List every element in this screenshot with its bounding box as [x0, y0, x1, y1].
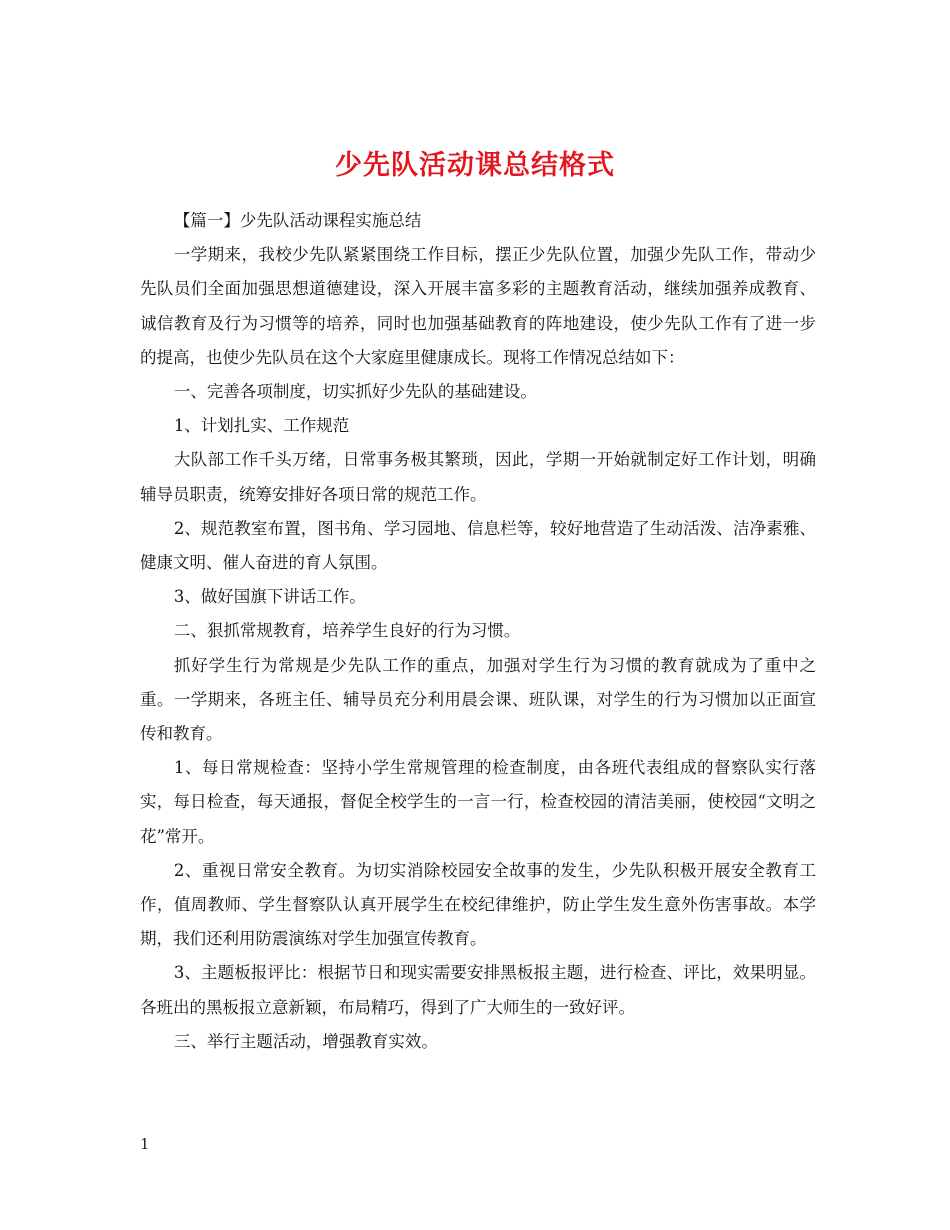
document-body [140, 204, 816, 1059]
body-paragraph: 抓好学生行为常规是少先队工作的重点，加强对学生行为习惯的教育就成为了重中之重。一学期来，各班主任、辅导员充分利用晨会课、班队课，对学生的行为习惯加以正面宣传和教育。 [140, 655, 816, 744]
body-paragraph: 2、规范教室布置，图书角、学习园地、信息栏等，较好地营造了生动活泼、洁净素雅、健康文明、催人奋进的育人氛围。 [140, 518, 816, 573]
section-heading: 【篇一】少先队活动课程实施总结 [173, 211, 422, 230]
document-title: 少先队活动课总结格式 [335, 150, 615, 182]
body-paragraph: 三、举行主题活动，增强教育实效。 [173, 1031, 438, 1051]
body-paragraph: 大队部工作千头万绪，日常事务极其繁琐，因此，学期一开始就制定好工作计划，明确辅导员职责，统筹安排好各项日常的规范工作。 [140, 450, 816, 504]
body-paragraph: 3、做好国旗下讲话工作。 [173, 587, 366, 607]
body-paragraph: 二、狠抓常规教育，培养学生良好的行为习惯。 [173, 621, 521, 641]
page-number: 1 [140, 1135, 150, 1153]
body-paragraph: 1、每日常规检查：坚持小学生常规管理的检查制度，由各班代表组成的督察队实行落实，每日检查，每天通报，督促全校学生的一言一行，检查校园的清洁美丽，使校园“文明之花”常开。 [140, 758, 816, 846]
body-paragraph: 一、完善各项制度，切实抓好少先队的基础建设。 [173, 382, 537, 402]
body-paragraph: 3、主题板报评比：根据节日和现实需要安排黑板报主题，进行检查、评比，效果明显。各班出的黑板报立意新颖，布局精巧，得到了广大师生的一致好评。 [140, 963, 816, 1017]
body-paragraph: 2、重视日常安全教育。为切实消除校园安全故事的发生，少先队积极开展安全教育工作，值周教师、学生督察队认真开展学生在校纪律维护，防止学生发生意外伤害事故。本学期，我们还利用防震演练对学生加强宣传教育。 [140, 860, 816, 949]
body-paragraph: 1、计划扎实、工作规范 [173, 416, 350, 436]
body-paragraph: 一学期来，我校少先队紧紧围绕工作目标，摆正少先队位置，加强少先队工作，带动少先队员们全面加强思想道德建设，深入开展丰富多彩的主题教育活动，继续加强养成教育、诚信教育及行为习惯等的培养，同时也加强基础教育的阵地建设，使少先队工作有了进一步的提高，也使少先队员在这个大家庭里健康成长。现将工作情况总结如下： [140, 245, 816, 367]
